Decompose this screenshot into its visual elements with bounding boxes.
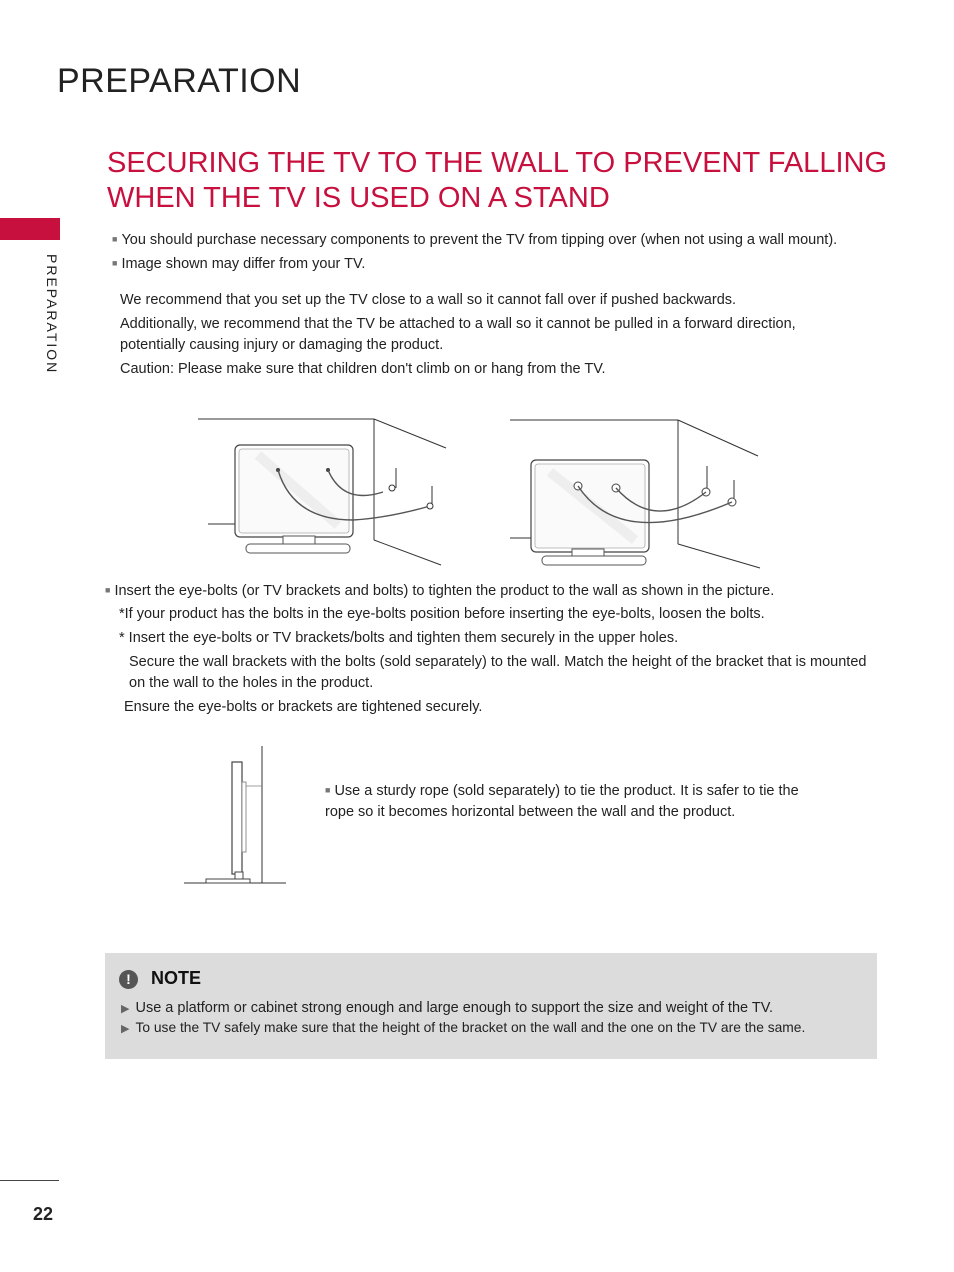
section-title-line2: WHEN THE TV IS USED ON A STAND	[107, 182, 610, 214]
tv-wall-eyebolt-diagram-1	[198, 410, 460, 570]
tv-wall-bracket-diagram-2	[510, 410, 772, 570]
section-title	[107, 146, 907, 216]
instruction-paragraph: Ensure the eye-bolts or brackets are tightened securely.	[124, 699, 483, 715]
page-number: 22	[33, 1204, 54, 1224]
square-bullet-icon: ■	[112, 234, 118, 244]
triangle-bullet-icon: ▶	[121, 1003, 130, 1015]
note-item: ▶ To use the TV safely make sure that the height of the bracket on the wall and the one on the TV are the same.	[121, 1020, 806, 1035]
bullet-item: ■ You should purchase necessary components to prevent the TV from tipping over (when not using a wall mount).	[112, 232, 838, 248]
section-title-line1: SECURING THE TV TO THE WALL TO PREVENT FALLING	[107, 147, 887, 179]
intro-paragraph: Additionally, we recommend that the TV be attached to a wall so it cannot be pulled in a forward direction, potentially causing injury or damaging the product.	[120, 316, 796, 353]
square-bullet-icon: ■	[112, 258, 118, 268]
page-header-title: PREPARATION	[57, 62, 302, 100]
intro-paragraph: We recommend that you set up the TV close to a wall so it cannot fall over if pushed backwards.	[120, 292, 737, 308]
exclamation-icon: !	[119, 970, 138, 989]
rope-instruction: ■ Use a sturdy rope (sold separately) to tie the product. It is safer to tie the rope so it becomes horizontal between the wall and the product.	[325, 783, 799, 820]
footer-rule	[0, 1180, 59, 1181]
triangle-bullet-icon: ▶	[121, 1023, 130, 1035]
side-section-label: PREPARATION	[44, 254, 60, 375]
instruction-note: *If your product has the bolts in the eye-bolts position before inserting the eye-bolts, loosen the bolts.	[119, 606, 765, 622]
instruction-note: * Insert the eye-bolts or TV brackets/bolts and tighten them securely in the upper holes.	[119, 630, 679, 646]
section-tab-marker	[0, 218, 60, 240]
note-box	[105, 953, 877, 1059]
instruction-item: ■ Insert the eye-bolts (or TV brackets and bolts) to tighten the product to the wall as shown in the picture.	[105, 583, 775, 599]
caution-paragraph: Caution: Please make sure that children don't climb on or hang from the TV.	[120, 361, 606, 377]
tv-side-view-rope-diagram	[182, 742, 288, 888]
note-item: ▶ Use a platform or cabinet strong enough and large enough to support the size and weight of the TV.	[121, 1000, 774, 1016]
square-bullet-icon: ■	[105, 585, 111, 595]
square-bullet-icon: ■	[325, 785, 331, 795]
bullet-item: ■ Image shown may differ from your TV.	[112, 256, 366, 272]
note-title: NOTE	[151, 968, 202, 988]
instruction-paragraph: Secure the wall brackets with the bolts (sold separately) to the wall. Match the height of the bracket that is mounted on the wall to the holes in the product.	[129, 654, 867, 691]
